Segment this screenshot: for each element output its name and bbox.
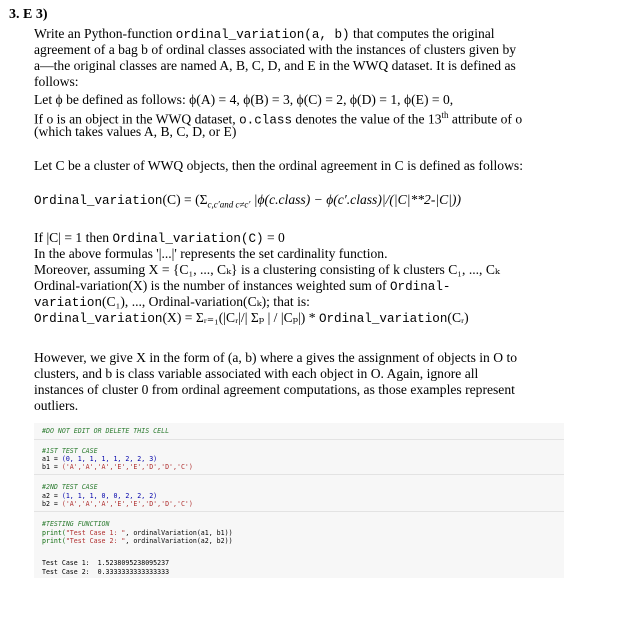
text: If |C| = 1 then [34, 230, 113, 245]
output-line-2: Test Case 2: 0.3333333333333333 [42, 568, 170, 576]
code-args: , ordinalVariation(a2, b2)) [125, 537, 233, 545]
intro-line-3: a—the original classes are named A, B, C, D, and E in the WWQ dataset. It is defined as [34, 58, 516, 73]
code-comment: #DO NOT EDIT OR DELETE THIS CELL [42, 427, 170, 435]
function-signature: ordinal_variation(a, b) [175, 28, 350, 42]
code-inline: Ordinal_variation [34, 312, 163, 326]
intro-text: Write an Python-function [34, 26, 176, 41]
code-inline: variation [34, 296, 103, 310]
code-variable: b2 = [42, 500, 62, 508]
code-line-b2 [42, 500, 193, 509]
code-value: (1, 1, 1, 0, 0, 2, 2, 2) [61, 492, 158, 500]
code-string: "Test Case 1: " [65, 529, 126, 537]
code-variable: b1 = [42, 463, 62, 471]
clustering-formula [34, 310, 609, 328]
question-heading: 3. E 3) [9, 7, 48, 22]
however-line-2: clusters, and b is class variable associated with each object in O. Again, ignore all [34, 366, 479, 381]
cell-divider [34, 474, 564, 475]
code-comment: #TESTING FUNCTION [42, 520, 110, 528]
code-comment: #1ST TEST CASE [42, 447, 98, 455]
code-inline: Ordinal_variation [34, 194, 163, 208]
cluster-intro: Let C be a cluster of WWQ objects, then the ordinal agreement in C is defined as follows: [34, 158, 523, 173]
cell-divider [34, 439, 564, 440]
code-function: print( [42, 529, 66, 537]
code-inline: o.class [239, 113, 293, 128]
text: Ordinal-variation(X) is the number of instances weighted sum of [34, 278, 390, 293]
phi-definition: Let ϕ be defined as follows: ϕ(A) = 4, ϕ(B) = 3, ϕ(C) = 2, ϕ(D) = 1, ϕ(E) = 0, [34, 92, 454, 107]
cell-divider [34, 511, 564, 512]
code-variable: a2 = [42, 492, 62, 500]
text: = 0 [263, 230, 285, 245]
code-value: (0, 1, 1, 1, 1, 2, 2, 3) [61, 455, 158, 463]
code-variable: a1 = [42, 455, 62, 463]
intro-line-4: follows: [34, 74, 79, 89]
formula-text: (X) = Σᵣ₌₁(|Cᵣ|/| Σₚ | / |Cₚ|) * [162, 310, 319, 325]
formula-text: (Cᵣ) [447, 310, 469, 325]
text: (C₁), ..., Ordinal-variation(Cₖ); that is: [102, 294, 310, 309]
text: If o is an object in the WWQ dataset, [34, 111, 240, 127]
text: denotes the value of the 13 [292, 111, 442, 127]
code-inline: Ordinal- [390, 280, 451, 294]
code-inline: Ordinal_variation(C) [112, 232, 264, 246]
however-line-4: outliers. [34, 398, 79, 413]
code-string: "Test Case 2: " [65, 537, 126, 545]
class-values-note: (which takes values A, B, C, D, or E) [34, 124, 237, 139]
code-value: ('A','A','A','E','E','D','D','C') [61, 500, 193, 508]
text: attribute of o [448, 111, 523, 127]
formula-text: |ϕ(c.class) − ϕ(c′.class)|/(|C|**2-|C|)) [250, 192, 461, 207]
code-args: , ordinalVariation(a1, b1)) [125, 529, 233, 537]
superscript: th [441, 110, 449, 120]
code-cell[interactable] [34, 423, 564, 578]
formula-subscript: c,c′and c≠c′ [207, 199, 251, 210]
code-line-print-2 [42, 537, 233, 546]
code-function: print( [42, 537, 66, 545]
intro-text: that computes the original [349, 26, 495, 41]
code-value: ('A','A','A','E','E','D','D','C') [61, 463, 193, 471]
cardinality-note: In the above formulas '|...|' represents the set cardinality function. [34, 246, 388, 261]
ordinal-variation-formula [34, 192, 609, 214]
code-comment: #2ND TEST CASE [42, 483, 98, 491]
code-inline: Ordinal_variation [318, 312, 448, 326]
code-line-b1 [42, 463, 193, 472]
clustering-definition: Moreover, assuming X = {C₁, ..., Cₖ} is a clustering consisting of k clusters C₁, ..., Cₖ [34, 262, 500, 277]
intro-line-2: agreement of a bag b of ordinal classes associated with the instances of clusters given by [34, 42, 517, 57]
formula-text: (C) = (Σ [162, 192, 208, 207]
output-line-1: Test Case 1: 1.5238095238095237 [42, 559, 170, 567]
however-line-1: However, we give X in the form of (a, b) where a gives the assignment of objects in O to [34, 350, 518, 365]
however-line-3: instances of cluster 0 from ordinal agreement computations, as those examples represent [34, 382, 515, 397]
